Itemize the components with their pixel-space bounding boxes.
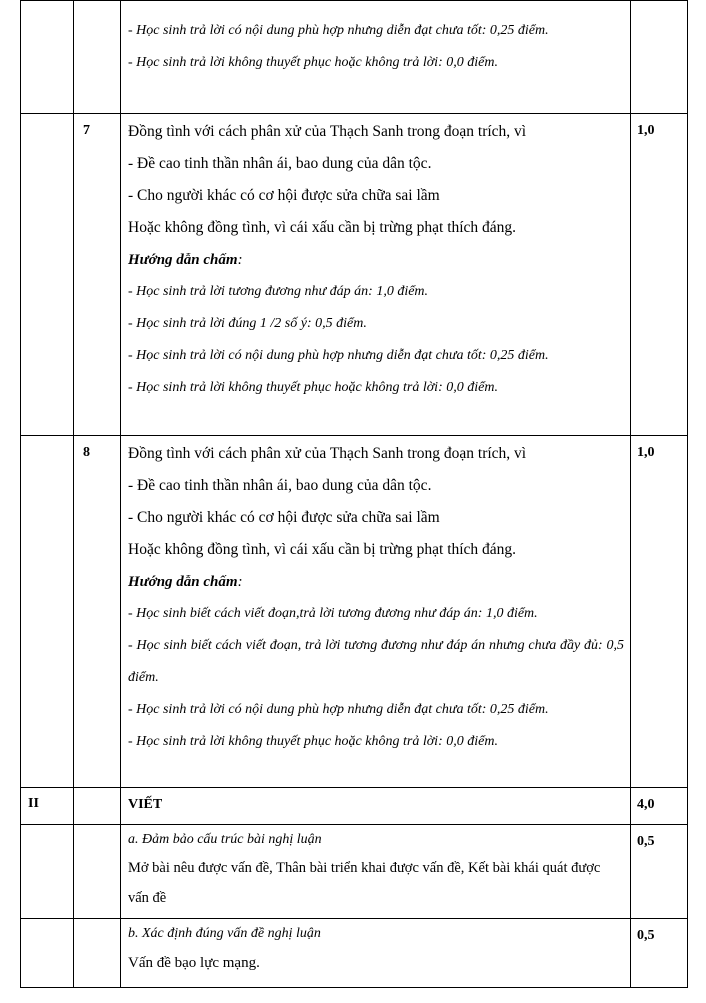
score-cell: 4,0 xyxy=(631,788,688,825)
answer-content xyxy=(121,436,631,788)
guide-line: - Học sinh biết cách viết đoạn, trả lời tương đương như đáp án nhưng chưa đầy đủ: 0,5 điểm. xyxy=(128,638,624,685)
answer-line: Hoặc không đồng tình, vì cái xấu cần bị trừng phạt thích đáng. xyxy=(128,219,517,236)
score-cell: 0,5 xyxy=(631,825,688,919)
answer-line: - Đề cao tinh thần nhân ái, bao dung của dân tộc. xyxy=(128,155,432,172)
question-number xyxy=(74,1,121,114)
guide-heading: Hướng dẫn chấm: xyxy=(128,574,243,590)
guide-line: - Học sinh trả lời có nội dung phù hợp nhưng diễn đạt chưa tốt: 0,25 điểm. xyxy=(128,702,549,717)
section-cell xyxy=(21,436,74,788)
guide-heading: Hướng dẫn chấm: xyxy=(128,252,243,268)
answer-line: Đồng tình với cách phân xử của Thạch Sanh trong đoạn trích, vì xyxy=(128,123,527,140)
answer-content xyxy=(121,114,631,436)
guide-line: - Học sinh trả lời không thuyết phục hoặc không trả lời: 0,0 điểm. xyxy=(128,734,498,749)
section-cell xyxy=(21,919,74,988)
answer-line: - Cho người khác có cơ hội được sửa chữa sai lầm xyxy=(128,187,440,204)
criterion-label: b. Xác định đúng vấn đề nghị luận xyxy=(128,926,321,941)
section-cell xyxy=(21,825,74,919)
score-cell: 1,0 xyxy=(631,114,688,436)
table-row xyxy=(21,919,688,988)
section-number: II xyxy=(21,788,74,825)
answer-line: - Cho người khác có cơ hội được sửa chữa sai lầm xyxy=(128,509,440,526)
answer-line: Hoặc không đồng tình, vì cái xấu cần bị trừng phạt thích đáng. xyxy=(128,541,517,558)
question-number: 7 xyxy=(74,114,121,436)
question-number xyxy=(74,919,121,988)
table-row xyxy=(21,114,688,436)
guide-line: - Học sinh trả lời không thuyết phục hoặc không trả lời: 0,0 điểm. xyxy=(128,55,498,70)
table-row xyxy=(21,436,688,788)
grading-table xyxy=(20,0,688,988)
section-cell xyxy=(21,1,74,114)
score-cell: 1,0 xyxy=(631,436,688,788)
section-title: VIẾT xyxy=(128,797,163,812)
guide-line: - Học sinh trả lời có nội dung phù hợp nhưng diễn đạt chưa tốt: 0,25 điểm. xyxy=(128,23,549,38)
guide-line: - Học sinh trả lời có nội dung phù hợp nhưng diễn đạt chưa tốt: 0,25 điểm. xyxy=(128,348,549,363)
section-title-cell xyxy=(121,788,631,825)
criterion-text: Vấn đề bạo lực mạng. xyxy=(128,955,260,971)
table-row xyxy=(21,1,688,114)
criterion-content xyxy=(121,825,631,919)
section-header-row xyxy=(21,788,688,825)
criterion-label: a. Đảm bảo cấu trúc bài nghị luận xyxy=(128,832,322,847)
score-cell xyxy=(631,1,688,114)
table-row xyxy=(21,825,688,919)
criterion-content xyxy=(121,919,631,988)
grading-content xyxy=(121,1,631,114)
section-cell xyxy=(21,114,74,436)
answer-line: Đồng tình với cách phân xử của Thạch Sanh trong đoạn trích, vì xyxy=(128,445,527,462)
criterion-text: Mở bài nêu được vấn đề, Thân bài triển khai được vấn đề, Kết bài khái quát được vấn đề xyxy=(128,860,601,906)
question-number xyxy=(74,825,121,919)
guide-line: - Học sinh trả lời tương đương như đáp án: 1,0 điểm. xyxy=(128,284,429,299)
answer-line: - Đề cao tinh thần nhân ái, bao dung của dân tộc. xyxy=(128,477,432,494)
score-cell: 0,5 xyxy=(631,919,688,988)
question-number: 8 xyxy=(74,436,121,788)
question-number xyxy=(74,788,121,825)
guide-line: - Học sinh trả lời đúng 1 /2 số ý: 0,5 điểm. xyxy=(128,316,367,331)
guide-line: - Học sinh biết cách viết đoạn,trả lời tương đương như đáp án: 1,0 điểm. xyxy=(128,606,538,621)
guide-line: - Học sinh trả lời không thuyết phục hoặc không trả lời: 0,0 điểm. xyxy=(128,380,498,395)
